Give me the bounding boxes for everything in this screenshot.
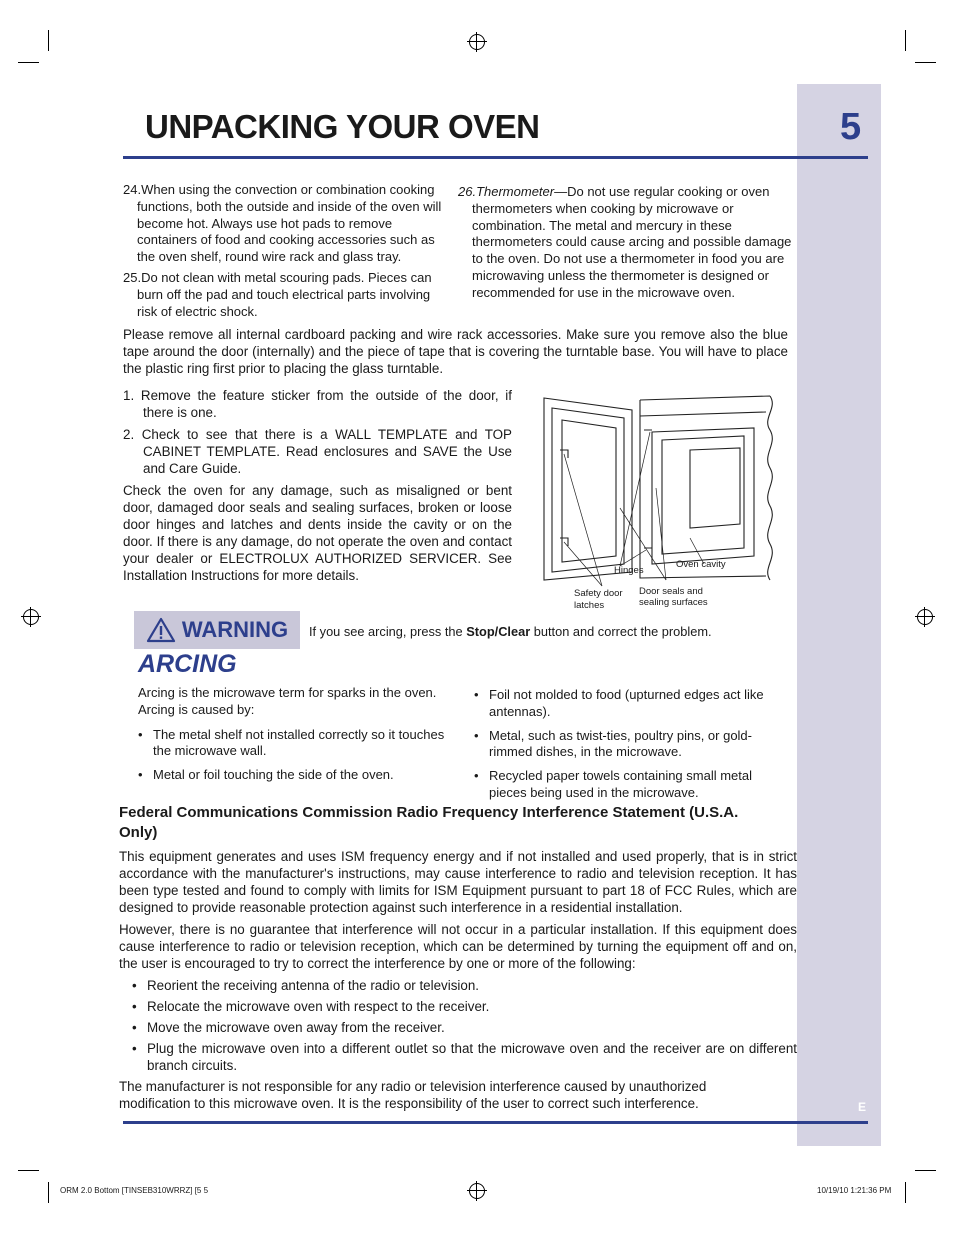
arcing-intro: Arcing is the microwave term for sparks in the oven. Arcing is caused by: — [138, 685, 437, 717]
crop-mark — [915, 1170, 936, 1171]
warning-text-after: button and correct the problem. — [530, 624, 712, 639]
item26-dash: — — [554, 184, 568, 199]
safety-item-26 — [458, 184, 796, 302]
oven-diagram — [540, 388, 780, 613]
warning-box — [134, 611, 300, 649]
warning-text-before: If you see arcing, press the — [309, 624, 467, 639]
fcc-heading: Federal Communications Commission Radio Frequency Interference Statement (U.S.A. Only) — [119, 804, 739, 841]
list-item: • Recycled paper towels containing small metal pieces being used in the microwave. — [474, 768, 774, 802]
crop-mark — [905, 1182, 906, 1203]
oven-illustration — [540, 388, 780, 613]
label-door-seals-2: sealing surfaces — [639, 597, 708, 608]
step-1: 1. Remove the feature sticker from the outside of the door, if there is one. — [123, 388, 512, 420]
fcc-paragraph-3: The manufacturer is not responsible for any radio or television interference caused by unauthorized modification to this microwave oven. It is the responsibility of the user to correct such interference. — [119, 1079, 707, 1111]
list-item: • Metal or foil touching the side of the oven. — [138, 767, 456, 784]
warning-label: WARNING — [181, 617, 289, 642]
check-paragraph: Check the oven for any damage, such as misaligned or bent door, damaged door seals and sealing surfaces, broken or loose door hinges and latches and dents inside the cavity or on the door. If there is any damage, do not operate the oven and contact your dealer or ELECTROLUX AUTHORIZED SERVICER. See Installation Instructions for more details. — [123, 483, 512, 583]
label-safety-latches-2: latches — [574, 600, 605, 611]
side-tab — [797, 84, 881, 1146]
crop-mark — [18, 1170, 39, 1171]
crop-mark — [905, 30, 906, 51]
fcc-paragraph-2: However, there is no guarantee that interference will not occur in a particular installation. If this equipment does cause interference to radio or television reception, which can be determined by turning the equipment off and on, the user is encouraged to try to correct the interference by one or more of the following: — [119, 922, 797, 971]
fcc-paragraph-1: This equipment generates and uses ISM frequency energy and if not installed and used properly, that is in strict accordance with the manufacturer's instructions, may cause interference to radio and television reception. It has been type tested and found to comply with limits for ISM Equipment pursuant to part 18 of FCC Rules, which are designed to provide reasonable protection against such interference in a residential installation. — [119, 849, 797, 915]
arcing-right-column — [474, 687, 774, 809]
step-2: 2. Check to see that there is a WALL TEMPLATE and TOP CABINET TEMPLATE. Read enclosures and SAVE the Use and Care Guide. — [123, 427, 512, 476]
arcing-right-bullets — [474, 687, 774, 802]
intro-paragraph: Please remove all internal cardboard packing and wire rack accessories. Make sure you remove also the blue tape around the door (internally) and the piece of tape that is covering the turntable base. You will have to place the plastic ring first prior to placing the glass turntable. — [123, 327, 788, 376]
print-slug-right: 10/19/10 1:21:36 PM — [817, 1186, 892, 1195]
warning-triangle-icon — [146, 617, 176, 643]
registration-mark-icon — [469, 34, 485, 50]
crop-mark — [48, 30, 49, 51]
safety-item-25: 25.Do not clean with metal scouring pads. Pieces can burn off the pad and touch electrical parts involving risk of electric shock. — [123, 269, 432, 319]
arcing-left-column — [138, 685, 456, 791]
list-item: • Metal, such as twist-ties, poultry pins, or gold-rimmed dishes, in the microwave. — [474, 728, 774, 762]
title-rule — [123, 156, 868, 159]
list-item: • Foil not molded to food (upturned edges act like antennas). — [474, 687, 774, 721]
page-number: 5 — [840, 106, 862, 148]
safety-item-24: 24.When using the convection or combination cooking functions, both the outside and inside of the oven will become hot. Always use hot pads to remove containers of food and cooking accessories such as the oven shelf, round wire rack and glass tray. — [123, 182, 442, 265]
language-tab-label: E — [858, 1100, 867, 1114]
stop-clear-button-name: Stop/Clear — [466, 624, 531, 639]
item26-text: Do not use regular cooking or oven thermometers when cooking by microwave or combination. The metal and mercury in these thermometers could cause arcing and possible damage to the oven. Do not use a thermometer in food you are microwaving unless the thermometer is designed or recommended for use in the microwave oven. — [472, 184, 792, 300]
list-item: • Move the microwave oven away from the receiver. — [132, 1019, 797, 1036]
crop-mark — [915, 62, 936, 63]
registration-mark-icon — [917, 609, 933, 625]
list-item: • Plug the microwave oven into a different outlet so that the microwave oven and the receiver are on different branch circuits. — [132, 1040, 797, 1074]
label-hinges: Hinges — [614, 565, 644, 576]
fcc-body — [119, 848, 797, 1112]
bottom-rule — [123, 1121, 868, 1124]
warning-text — [309, 624, 712, 639]
fcc-bullets — [132, 977, 797, 1074]
registration-mark-icon — [469, 1183, 485, 1199]
label-door-seals-1: Door seals and — [639, 586, 703, 597]
label-safety-latches-1: Safety door — [574, 588, 623, 599]
list-item: • Reorient the receiving antenna of the radio or television. — [132, 977, 797, 994]
arcing-heading: ARCING — [138, 650, 237, 678]
crop-mark — [48, 1182, 49, 1203]
arcing-left-bullets — [138, 727, 456, 784]
crop-mark — [18, 62, 39, 63]
page-title: UNPACKING YOUR OVEN — [145, 108, 540, 145]
unpacking-steps — [123, 387, 512, 584]
label-oven-cavity: Oven cavity — [676, 559, 726, 570]
list-item: • The metal shelf not installed correctly so it touches the microwave wall. — [138, 727, 456, 761]
item26-label: 26.Thermometer — [458, 184, 555, 199]
safety-items-left — [123, 182, 453, 320]
list-item: • Relocate the microwave oven with respect to the receiver. — [132, 998, 797, 1015]
print-slug-left: ORM 2.0 Bottom [TINSEB310WRRZ] [5 5 — [60, 1186, 209, 1195]
registration-mark-icon — [23, 609, 39, 625]
